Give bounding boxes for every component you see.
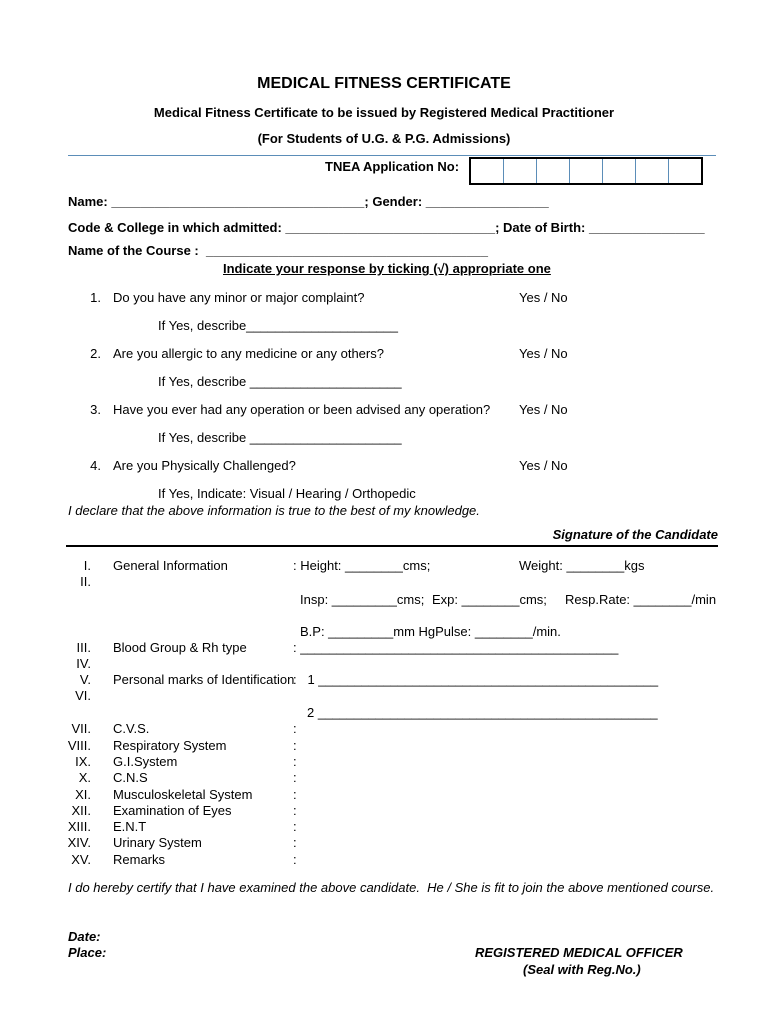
question-number: 2.	[90, 346, 101, 361]
application-number-label: TNEA Application No:	[325, 159, 460, 174]
identification-mark-2-field[interactable]: 2 _______________________________________________	[307, 705, 658, 720]
audience-note: (For Students of U.G. & P.G. Admissions)	[257, 131, 511, 146]
medical-officer-label: REGISTERED MEDICAL OFFICER	[475, 945, 683, 960]
certification-statement: I do hereby certify that I have examined the above candidate. He / She is fit to join the above mentioned course.	[68, 880, 715, 895]
seal-note: (Seal with Reg.No.)	[523, 962, 641, 977]
header-divider	[68, 155, 716, 156]
blood-group-label: Blood Group & Rh type	[113, 640, 247, 655]
system-label-ent: E.N.T	[113, 819, 147, 834]
identification-marks-label: Personal marks of Identification	[113, 672, 295, 687]
identification-mark-1-field[interactable]: : 1 _______________________________________________	[293, 672, 659, 687]
roman-numeral: XIV.	[67, 835, 91, 850]
system-label-respiratory: Respiratory System	[113, 738, 227, 753]
yes-no-option[interactable]: Yes / No	[519, 346, 568, 361]
question-text: Are you Physically Challenged?	[113, 458, 296, 473]
blood-group-field[interactable]: : ____________________________________________	[293, 640, 619, 655]
candidate-signature-label: Signature of the Candidate	[552, 527, 718, 542]
system-label-musculoskeletal: Musculoskeletal System	[113, 787, 253, 802]
roman-numeral: XII.	[71, 803, 91, 818]
system-colon[interactable]: :	[293, 787, 297, 802]
system-colon[interactable]: :	[293, 852, 297, 867]
date-label[interactable]: Date:	[68, 929, 101, 944]
expiration-field[interactable]: Exp: ________cms;	[432, 592, 547, 607]
system-label-cns: C.N.S	[113, 770, 148, 785]
application-digit-box[interactable]	[669, 159, 701, 183]
question-followup[interactable]: If Yes, Indicate: Visual / Hearing / Orthopedic	[158, 486, 416, 501]
system-colon[interactable]: :	[293, 835, 297, 850]
system-label-gi: G.I.System	[113, 754, 178, 769]
roman-numeral: XV.	[71, 852, 91, 867]
question-followup[interactable]: If Yes, describe _____________________	[158, 374, 402, 389]
height-field[interactable]: : Height: ________cms;	[293, 558, 431, 573]
roman-numeral: V.	[79, 672, 91, 687]
system-colon[interactable]: :	[293, 738, 297, 753]
page-title: MEDICAL FITNESS CERTIFICATE	[257, 75, 511, 92]
roman-numeral: IV.	[76, 656, 91, 671]
roman-numeral: VI.	[75, 688, 91, 703]
roman-numeral: I.	[83, 558, 91, 573]
system-colon[interactable]: :	[293, 770, 297, 785]
course-field[interactable]: Name of the Course : _______________________________________	[68, 243, 488, 258]
section-divider	[66, 545, 718, 547]
system-colon[interactable]: :	[293, 819, 297, 834]
place-label[interactable]: Place:	[68, 945, 107, 960]
general-information-label: General Information	[113, 558, 228, 573]
question-number: 4.	[90, 458, 101, 473]
system-label-remarks: Remarks	[113, 852, 166, 867]
roman-numeral: VIII.	[67, 738, 91, 753]
system-colon[interactable]: :	[293, 754, 297, 769]
roman-numeral: IX.	[75, 754, 91, 769]
system-label-eyes: Examination of Eyes	[113, 803, 232, 818]
roman-numeral: XIII.	[67, 819, 91, 834]
yes-no-option[interactable]: Yes / No	[519, 458, 568, 473]
roman-numeral: X.	[78, 770, 91, 785]
name-gender-field[interactable]: Name: ___________________________________; Gender: _________________	[68, 194, 549, 209]
application-digit-box[interactable]	[537, 159, 570, 183]
question-text: Are you allergic to any medicine or any others?	[113, 346, 384, 361]
declaration: I declare that the above information is true to the best of my knowledge.	[68, 503, 480, 518]
yes-no-option[interactable]: Yes / No	[519, 402, 568, 417]
yes-no-option[interactable]: Yes / No	[519, 290, 568, 305]
roman-numeral: III.	[76, 640, 91, 655]
application-digit-box[interactable]	[570, 159, 603, 183]
page-subtitle: Medical Fitness Certificate to be issued by Registered Medical Practitioner	[153, 105, 615, 120]
question-followup[interactable]: If Yes, describe _____________________	[158, 430, 402, 445]
question-text: Do you have any minor or major complaint?	[113, 290, 365, 305]
application-number-boxes[interactable]	[469, 157, 703, 185]
application-digit-box[interactable]	[504, 159, 537, 183]
system-colon[interactable]: :	[293, 721, 297, 736]
roman-numeral: XI.	[75, 787, 91, 802]
system-label-cvs: C.V.S.	[113, 721, 150, 736]
weight-field[interactable]: Weight: ________kgs	[519, 558, 645, 573]
instruction: Indicate your response by ticking (√) appropriate one	[223, 261, 551, 276]
application-digit-box[interactable]	[603, 159, 636, 183]
roman-numeral: II.	[80, 574, 91, 589]
respiration-rate-field[interactable]: Resp.Rate: ________/min	[565, 592, 717, 607]
system-label-urinary: Urinary System	[113, 835, 202, 850]
application-digit-box[interactable]	[471, 159, 504, 183]
system-colon[interactable]: :	[293, 803, 297, 818]
roman-numeral: VII.	[71, 721, 91, 736]
question-text: Have you ever had any operation or been advised any operation?	[113, 402, 491, 417]
college-dob-field[interactable]: Code & College in which admitted: _____________________________; Date of Birth: ________________	[68, 220, 705, 235]
question-number: 3.	[90, 402, 101, 417]
question-followup[interactable]: If Yes, describe_____________________	[158, 318, 398, 333]
inspiration-field[interactable]: Insp: _________cms;	[300, 592, 425, 607]
question-number: 1.	[90, 290, 101, 305]
bp-pulse-field[interactable]: B.P: _________mm HgPulse: ________/min.	[300, 624, 561, 639]
application-digit-box[interactable]	[636, 159, 669, 183]
